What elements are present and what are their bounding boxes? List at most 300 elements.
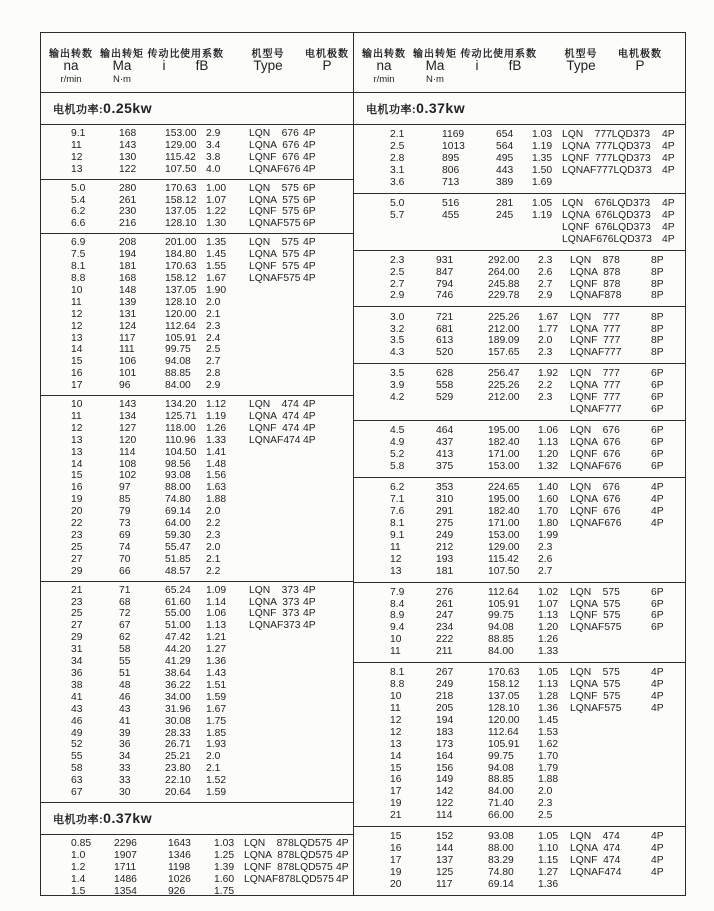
service-factor-cell: 1.13: [538, 610, 559, 622]
model-type-cell: [249, 297, 303, 309]
ratio-cell: 88.85: [488, 774, 514, 786]
row-gutter: [354, 368, 390, 380]
output-speed-cell: 21: [390, 810, 402, 822]
output-torque-cell: 51: [119, 667, 131, 679]
ratio-cell: 120.00: [165, 308, 197, 320]
model-type-cell: [249, 554, 303, 566]
service-factor-cell: 1.88: [206, 494, 227, 506]
motor-poles-cell: [303, 459, 353, 471]
row-gutter: [41, 482, 71, 494]
row-gutter: [41, 344, 71, 356]
ratio-cell: 94.08: [488, 762, 514, 774]
spec-row: [41, 494, 353, 506]
spec-row: [41, 530, 353, 542]
model-type-cell: [570, 879, 651, 891]
motor-poles-cell: [303, 656, 353, 668]
row-gutter: [354, 786, 390, 798]
service-factor-cell: 1.67: [538, 311, 559, 323]
ratio-cell: [496, 234, 532, 246]
ratio-cell: 137.05: [165, 284, 197, 296]
motor-poles-cell: 4P: [303, 596, 316, 608]
ratio-cell: 98.56: [165, 458, 191, 470]
spec-block: [354, 663, 685, 827]
ratio-cell: 153.00: [488, 461, 520, 473]
output-speed-cell: 7.6: [390, 505, 405, 517]
output-speed-cell: 14: [71, 344, 83, 356]
row-gutter: [41, 838, 71, 850]
motor-poles-cell: 4P: [662, 197, 675, 209]
output-speed-cell: 43: [71, 703, 83, 715]
motor-poles-cell: 4P: [303, 272, 316, 284]
spec-row: [354, 786, 685, 798]
row-gutter: [41, 554, 71, 566]
service-factor-cell: 1.26: [538, 634, 559, 646]
service-factor-cell: 1.07: [538, 598, 559, 610]
model-type-cell: LQN 676: [570, 482, 620, 494]
output-speed-cell: 10: [390, 634, 402, 646]
service-factor-cell: 1.92: [538, 368, 559, 380]
column-header-output-speed: 输出转数: [362, 49, 406, 60]
output-torque-cell: 164: [436, 750, 454, 762]
row-gutter: [354, 667, 390, 679]
row-gutter: [354, 691, 390, 703]
motor-poles-cell: 8P: [651, 311, 664, 323]
output-torque-cell: 529: [436, 392, 454, 404]
column-symbol-model-type: Type: [566, 58, 596, 73]
model-type-cell: LQNA 474: [570, 843, 621, 855]
motor-poles-cell: 6P: [651, 380, 664, 392]
motor-poles-cell: [303, 632, 353, 644]
service-factor-cell: 1.39: [214, 861, 235, 873]
motor-poles-cell: [303, 285, 353, 297]
output-torque-cell: 36: [119, 739, 131, 751]
output-torque-cell: 267: [436, 667, 454, 679]
model-type-cell: [249, 716, 303, 728]
row-gutter: [354, 622, 390, 634]
output-torque-cell: 71: [119, 584, 131, 596]
service-factor-cell: 1.13: [206, 620, 227, 632]
spec-row: [41, 399, 353, 411]
service-factor-cell: 1.75: [214, 885, 235, 897]
motor-poles-cell: 4P: [651, 482, 664, 494]
output-speed-cell: 25: [71, 608, 83, 620]
output-speed-cell: 11: [390, 646, 401, 658]
output-torque-cell: 69: [119, 530, 131, 541]
ratio-cell: 115.42: [488, 553, 519, 565]
spec-row: [41, 775, 353, 787]
service-factor-cell: 1.10: [538, 843, 559, 855]
model-type-cell: LQN 676: [570, 425, 620, 437]
column-symbol-output-speed: na: [376, 58, 392, 73]
model-type-cell: [249, 285, 303, 297]
row-gutter: [41, 411, 71, 423]
ratio-cell: 1643: [168, 837, 191, 849]
ratio-cell: 118.00: [165, 422, 196, 434]
ratio-cell: 61.60: [165, 596, 191, 608]
ratio-cell: 31.96: [165, 703, 191, 715]
motor-poles-cell: [651, 774, 685, 786]
model-type-cell: LQNAF474: [249, 434, 301, 446]
motor-poles-cell: [303, 763, 353, 775]
service-factor-cell: 1.45: [206, 249, 227, 261]
spec-row: [354, 279, 685, 291]
ratio-cell: 224.65: [488, 482, 520, 494]
output-speed-cell: 55: [71, 751, 83, 763]
spec-row: [41, 344, 353, 356]
power-section-title: [354, 93, 685, 125]
column-header-output-torque: 输出转矩: [100, 49, 144, 60]
output-speed-cell: 13: [71, 434, 83, 446]
motor-poles-cell: [303, 554, 353, 566]
model-type-cell: [249, 787, 303, 799]
motor-power-label: 电机功率:: [53, 813, 104, 826]
model-type-cell: [249, 506, 303, 518]
spec-row: [41, 321, 353, 333]
row-gutter: [354, 267, 390, 279]
row-gutter: [41, 309, 71, 321]
service-factor-cell: 1.14: [206, 596, 227, 608]
output-speed-cell: 0.85: [71, 837, 92, 849]
column-symbol-output-speed: na: [63, 58, 79, 73]
output-torque-cell: 131: [119, 308, 137, 320]
model-type-cell: LQN 676LQD373: [562, 197, 651, 209]
output-torque-cell: 2296: [114, 837, 137, 849]
output-torque-cell: 114: [119, 446, 136, 458]
spec-row: [354, 494, 685, 506]
motor-poles-cell: [651, 715, 685, 727]
row-gutter: [354, 165, 390, 177]
spec-row: [41, 838, 353, 850]
motor-poles-cell: 6P: [651, 425, 664, 437]
row-gutter: [354, 279, 390, 291]
motor-poles-cell: 4P: [336, 849, 349, 861]
output-speed-cell: 58: [71, 763, 83, 775]
row-gutter: [41, 249, 71, 261]
spec-row: [41, 554, 353, 566]
service-factor-cell: 2.5: [538, 810, 553, 822]
output-torque-cell: 193: [436, 553, 454, 565]
motor-poles-cell: 4P: [303, 151, 316, 163]
output-torque-cell: 1486: [114, 873, 137, 885]
output-speed-cell: 13: [390, 738, 402, 750]
ratio-cell: 51.85: [165, 553, 191, 565]
row-gutter: [354, 831, 390, 843]
output-torque-cell: 291: [436, 505, 454, 517]
row-gutter: [41, 164, 71, 176]
ratio-cell: 170.63: [165, 182, 197, 194]
output-torque-cell: 211: [436, 646, 453, 658]
spec-block: [354, 194, 685, 251]
service-factor-cell: 2.3: [206, 530, 221, 541]
motor-poles-cell: 6P: [303, 218, 316, 230]
ratio-cell: 44.20: [165, 644, 191, 656]
row-gutter: [41, 763, 71, 775]
output-speed-cell: 7.1: [390, 494, 405, 506]
ratio-cell: 25.21: [165, 751, 191, 763]
spec-row: [41, 716, 353, 728]
model-type-cell: [249, 530, 303, 542]
motor-poles-cell: 4P: [662, 141, 675, 153]
row-gutter: [41, 273, 71, 285]
output-speed-cell: 19: [71, 494, 83, 506]
spec-row: [41, 874, 353, 886]
output-torque-cell: 125: [436, 867, 454, 879]
ratio-cell: 125.71: [165, 410, 197, 422]
row-gutter: [41, 566, 71, 578]
motor-poles-cell: [651, 763, 685, 775]
spec-row: [354, 234, 685, 246]
output-torque-cell: 96: [119, 380, 131, 392]
model-type-cell: [249, 763, 303, 775]
column-header-motor-poles: 电机极数: [305, 49, 349, 60]
motor-poles-cell: 4P: [303, 163, 316, 175]
model-type-cell: [570, 530, 651, 542]
output-speed-cell: 29: [71, 632, 83, 644]
output-torque-cell: 33: [119, 775, 131, 787]
spec-row: [354, 165, 685, 177]
row-gutter: [41, 850, 71, 862]
model-type-cell: [249, 482, 303, 494]
ratio-cell: 171.00: [488, 517, 520, 529]
row-gutter: [354, 425, 390, 437]
model-type-cell: [244, 886, 336, 898]
model-type-cell: [570, 646, 651, 658]
ratio-cell: 47.42: [165, 632, 191, 644]
spec-row: [354, 530, 685, 542]
service-factor-cell: 2.3: [538, 541, 553, 553]
motor-poles-cell: 4P: [662, 152, 675, 164]
spec-block: [41, 234, 353, 396]
spec-row: [354, 222, 685, 234]
motor-poles-cell: [303, 380, 353, 392]
spec-row: [41, 140, 353, 152]
model-type-cell: LQN 777LQD373: [562, 129, 651, 141]
output-speed-cell: 49: [71, 727, 83, 739]
output-speed-cell: 15: [390, 831, 402, 843]
spec-row: [41, 518, 353, 530]
motor-poles-cell: 8P: [651, 266, 664, 278]
model-type-cell: [570, 774, 651, 786]
model-type-cell: LQNAF676: [570, 517, 622, 529]
model-type-cell: LQNAF373: [249, 620, 301, 632]
model-type-cell: LQNAF878: [570, 290, 622, 302]
spec-row: [41, 542, 353, 554]
motor-poles-cell: 4P: [303, 249, 316, 261]
ratio-cell: 88.00: [165, 482, 191, 494]
ratio-cell: 88.85: [165, 368, 191, 380]
output-speed-cell: 41: [71, 691, 83, 703]
service-factor-cell: 2.2: [206, 565, 221, 577]
column-symbol-output-torque: Ma: [112, 58, 132, 73]
ratio-cell: 88.85: [488, 634, 514, 646]
ratio-cell: 1026: [168, 873, 191, 885]
model-type-cell: LQN 575: [249, 237, 299, 249]
service-factor-cell: 2.3: [206, 320, 221, 332]
model-type-cell: LQNAF474: [570, 867, 622, 879]
column-header-service-factor: 使用系数: [493, 49, 537, 60]
output-torque-cell: 144: [436, 843, 454, 855]
output-torque-cell: 111: [119, 344, 135, 356]
model-type-cell: LQNAF575: [570, 703, 622, 715]
ratio-cell: 182.40: [488, 437, 520, 449]
output-speed-cell: 6.6: [71, 218, 86, 230]
service-factor-cell: 1.05: [538, 831, 559, 843]
motor-poles-cell: 8P: [651, 323, 664, 335]
row-gutter: [41, 195, 71, 207]
ratio-cell: 225.26: [488, 380, 520, 392]
service-factor-cell: 1.90: [206, 284, 227, 296]
row-gutter: [354, 703, 390, 715]
spec-row: [41, 309, 353, 321]
output-torque-cell: 122: [119, 163, 137, 175]
model-type-cell: LQN 878: [570, 254, 620, 266]
service-factor-cell: 1.09: [206, 584, 227, 596]
model-type-cell: [249, 692, 303, 704]
row-gutter: [354, 554, 390, 566]
motor-poles-cell: 4P: [651, 703, 664, 715]
motor-poles-cell: 4P: [303, 261, 316, 273]
motor-poles-cell: 4P: [651, 505, 664, 517]
service-factor-cell: 1.30: [206, 218, 227, 230]
output-speed-cell: 16: [71, 368, 83, 380]
motor-poles-cell: 4P: [303, 410, 316, 422]
motor-poles-cell: 4P: [662, 221, 675, 233]
model-type-cell: [249, 380, 303, 392]
spec-row: [41, 620, 353, 632]
model-type-cell: [249, 494, 303, 506]
output-speed-cell: 22: [71, 518, 83, 530]
motor-power-value: 0.37kw: [103, 809, 153, 826]
model-type-cell: LQN 474: [570, 831, 620, 843]
model-type-cell: LQNAF676LQD373: [562, 233, 652, 245]
model-type-cell: LQNAF676: [249, 163, 301, 175]
output-torque-cell: 117: [119, 332, 136, 344]
output-torque-cell: 1013: [442, 141, 465, 153]
service-factor-cell: 2.7: [538, 278, 553, 290]
service-factor-cell: 2.2: [538, 380, 553, 392]
output-torque-cell: [436, 404, 488, 416]
power-section-title: [41, 93, 353, 125]
spec-row: [354, 506, 685, 518]
output-torque-cell: 1354: [114, 885, 137, 897]
service-factor-cell: 1.03: [214, 837, 235, 849]
row-gutter: [41, 608, 71, 620]
service-factor-cell: 1.05: [532, 197, 553, 209]
service-factor-cell: 2.0: [538, 335, 553, 347]
output-speed-cell: 3.2: [390, 323, 405, 335]
model-type-cell: LQNAF777: [570, 404, 622, 416]
ratio-cell: 212.00: [488, 392, 520, 404]
output-torque-cell: 173: [436, 738, 454, 750]
motor-poles-cell: 4P: [662, 209, 675, 221]
motor-poles-cell: 6P: [303, 206, 316, 218]
output-speed-cell: 9.1: [71, 128, 86, 139]
ratio-cell: 22.10: [165, 775, 191, 787]
output-torque-cell: 275: [436, 517, 454, 529]
model-type-cell: LQNAF878LQD575: [244, 873, 334, 885]
service-factor-cell: 1.70: [538, 750, 559, 762]
service-factor-cell: 1.48: [206, 458, 227, 470]
row-gutter: [41, 542, 71, 554]
spec-row: [354, 368, 685, 380]
ratio-cell: 1198: [168, 861, 191, 873]
output-speed-cell: 15: [71, 356, 83, 368]
column-header-output-torque: 输出转矩: [413, 49, 457, 60]
output-speed-cell: [390, 222, 442, 234]
motor-poles-cell: [303, 668, 353, 680]
spec-row: [41, 356, 353, 368]
output-speed-cell: 10: [71, 284, 83, 296]
row-gutter: [41, 494, 71, 506]
spec-row: [41, 470, 353, 482]
row-gutter: [354, 129, 390, 141]
spec-row: [354, 482, 685, 494]
output-torque-cell: 746: [436, 290, 454, 302]
motor-poles-cell: 6P: [651, 404, 664, 416]
output-speed-cell: 12: [390, 714, 402, 726]
spec-row: [41, 447, 353, 459]
output-speed-cell: 4.3: [390, 347, 405, 359]
ratio-cell: 137.05: [165, 206, 197, 218]
column-header-output-speed: 输出转数: [49, 49, 93, 60]
output-speed-cell: 13: [71, 163, 83, 175]
output-speed-cell: 31: [71, 644, 83, 656]
spec-row: [41, 183, 353, 195]
output-torque-cell: 212: [436, 541, 454, 553]
column-symbol-service-factor: fB: [508, 58, 522, 73]
service-factor-cell: 2.3: [538, 254, 553, 266]
motor-poles-cell: 4P: [651, 667, 664, 679]
model-type-cell: LQNA 878LQD575: [244, 849, 333, 861]
motor-poles-cell: 4P: [662, 164, 675, 176]
motor-poles-cell: [336, 886, 353, 898]
motor-poles-cell: [303, 787, 353, 799]
output-torque-cell: 39: [119, 727, 131, 739]
row-gutter: [41, 644, 71, 656]
service-factor-cell: 1.67: [206, 272, 227, 284]
motor-poles-cell: [303, 530, 353, 542]
ratio-cell: 158.12: [165, 272, 197, 284]
output-speed-cell: 15: [71, 470, 83, 482]
motor-poles-cell: [303, 751, 353, 763]
motor-poles-cell: [303, 344, 353, 356]
ratio-cell: 245: [496, 209, 514, 221]
output-speed-cell: 8.1: [390, 517, 405, 529]
model-type-cell: LQNF 575: [570, 691, 621, 703]
model-type-cell: LQNA 575: [249, 194, 300, 206]
output-speed-cell: 52: [71, 739, 83, 751]
service-factor-cell: 1.51: [206, 679, 227, 691]
row-gutter: [41, 585, 71, 597]
row-gutter: [354, 404, 390, 416]
motor-poles-cell: [303, 728, 353, 740]
motor-poles-cell: [303, 716, 353, 728]
column-symbol-ratio: i: [162, 58, 166, 73]
row-gutter: [41, 261, 71, 273]
spec-block: [354, 125, 685, 194]
column-header-row: [354, 33, 685, 93]
model-type-cell: [249, 728, 303, 740]
output-torque-cell: 222: [436, 634, 454, 646]
ratio-cell: 389: [496, 176, 514, 188]
model-type-cell: LQNF 676: [570, 505, 621, 517]
spec-row: [41, 297, 353, 309]
model-type-cell: LQN 474: [249, 399, 299, 411]
model-type-cell: LQNAF575: [249, 218, 301, 230]
motor-poles-cell: 8P: [651, 290, 664, 302]
motor-poles-cell: [303, 566, 353, 578]
service-factor-cell: 1.25: [214, 849, 235, 861]
